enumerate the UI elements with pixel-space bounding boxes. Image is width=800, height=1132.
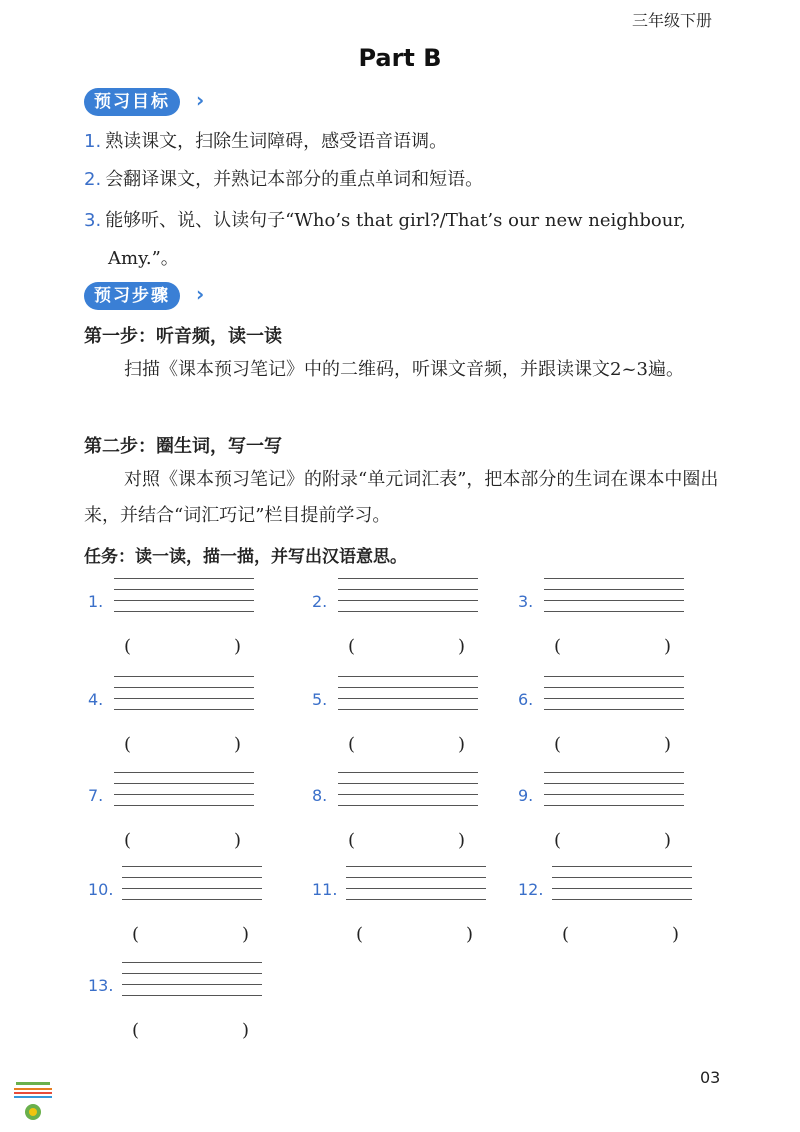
tracing-lines[interactable]	[338, 578, 478, 624]
answer-blank-close: )	[458, 636, 466, 657]
answer-blank-close: )	[466, 924, 474, 945]
answer-blank-open: (	[124, 830, 132, 851]
item-number: 10.	[88, 880, 114, 899]
item-number: 9.	[518, 786, 534, 805]
answer-blank-open: (	[554, 734, 562, 755]
goal-item-3: 3. 能够听、说、认读句子“Who’s that girl?/That’s our new neighbour, Amy.”。	[84, 210, 686, 269]
answer-blank-open: (	[124, 734, 132, 755]
item-number: 11.	[312, 880, 338, 899]
answer-blank-open: (	[356, 924, 364, 945]
item-number: 12.	[518, 880, 544, 899]
answer-blank-close: )	[458, 734, 466, 755]
vocab-item-3	[518, 578, 718, 668]
step2-heading: 第二步：圈生词，写一写	[84, 436, 282, 457]
tracing-lines[interactable]	[552, 866, 692, 912]
vocab-item-12	[518, 866, 718, 956]
item-number: 6.	[518, 690, 534, 709]
step2-text: 对照《课本预习笔记》的附录“单元词汇表”，把本部分的生词在课本中圈出来，并结合“词汇巧记”栏目提前学习。	[84, 469, 719, 526]
tracing-lines[interactable]	[544, 772, 684, 818]
vocab-item-10	[88, 866, 288, 956]
tracing-lines[interactable]	[338, 676, 478, 722]
vocab-item-11	[312, 866, 512, 956]
item-number: 8.	[312, 786, 328, 805]
task-instruction: 任务：读一读，描一描，并写出汉语意思。	[84, 547, 407, 567]
vocab-item-6	[518, 676, 718, 766]
item-number: 2.	[312, 592, 328, 611]
answer-blank-close: )	[242, 924, 250, 945]
tracing-lines[interactable]	[346, 866, 486, 912]
vocab-item-13	[88, 962, 288, 1052]
answer-blank-close: )	[242, 1020, 250, 1041]
answer-blank-open: (	[562, 924, 570, 945]
item-number: 5.	[312, 690, 328, 709]
answer-blank-open: (	[132, 1020, 140, 1041]
item-number: 4.	[88, 690, 104, 709]
answer-blank-open: (	[348, 734, 356, 755]
grade-label: 三年级下册	[632, 11, 713, 30]
vocab-item-7	[88, 772, 288, 862]
tracing-lines[interactable]	[544, 578, 684, 624]
page-title: Part B	[358, 44, 442, 72]
answer-blank-close: )	[672, 924, 680, 945]
tracing-lines[interactable]	[114, 578, 254, 624]
item-number: 7.	[88, 786, 104, 805]
item-number: 13.	[88, 976, 114, 995]
tracing-lines[interactable]	[338, 772, 478, 818]
tracing-lines[interactable]	[122, 962, 262, 1008]
goal-item-2: 2. 会翻译课文，并熟记本部分的重点单词和短语。	[84, 169, 484, 190]
double-chevron-right-icon: ›	[196, 282, 205, 306]
tracing-lines[interactable]	[122, 866, 262, 912]
answer-blank-close: )	[664, 636, 672, 657]
step1-heading: 第一步：听音频，读一读	[84, 326, 282, 347]
section-label-goals: 预习目标	[84, 88, 180, 116]
vocab-item-8	[312, 772, 512, 862]
answer-blank-open: (	[132, 924, 140, 945]
vocab-item-9	[518, 772, 718, 862]
tracing-lines[interactable]	[114, 676, 254, 722]
item-number: 1.	[88, 592, 104, 611]
answer-blank-close: )	[664, 830, 672, 851]
answer-blank-close: )	[234, 830, 242, 851]
answer-blank-open: (	[554, 830, 562, 851]
vocab-item-5	[312, 676, 512, 766]
tracing-lines[interactable]	[114, 772, 254, 818]
vocab-item-2	[312, 578, 512, 668]
section-label-steps: 预习步骤	[84, 282, 180, 310]
tracing-lines[interactable]	[544, 676, 684, 722]
answer-blank-close: )	[458, 830, 466, 851]
answer-blank-open: (	[348, 830, 356, 851]
double-chevron-right-icon: ›	[196, 88, 205, 112]
answer-blank-close: )	[234, 734, 242, 755]
vocab-item-4	[88, 676, 288, 766]
answer-blank-close: )	[234, 636, 242, 657]
item-number: 3.	[518, 592, 534, 611]
answer-blank-open: (	[124, 636, 132, 657]
goal-item-1: 1. 熟读课文，扫除生词障碍，感受语音语调。	[84, 131, 448, 152]
publisher-logo-icon	[12, 1080, 54, 1124]
answer-blank-open: (	[348, 636, 356, 657]
answer-blank-open: (	[554, 636, 562, 657]
answer-blank-close: )	[664, 734, 672, 755]
step1-text: 扫描《课本预习笔记》中的二维码，听课文音频，并跟读课文2~3遍。	[124, 359, 684, 380]
vocab-item-1	[88, 578, 288, 668]
page-number: 03	[700, 1068, 721, 1087]
